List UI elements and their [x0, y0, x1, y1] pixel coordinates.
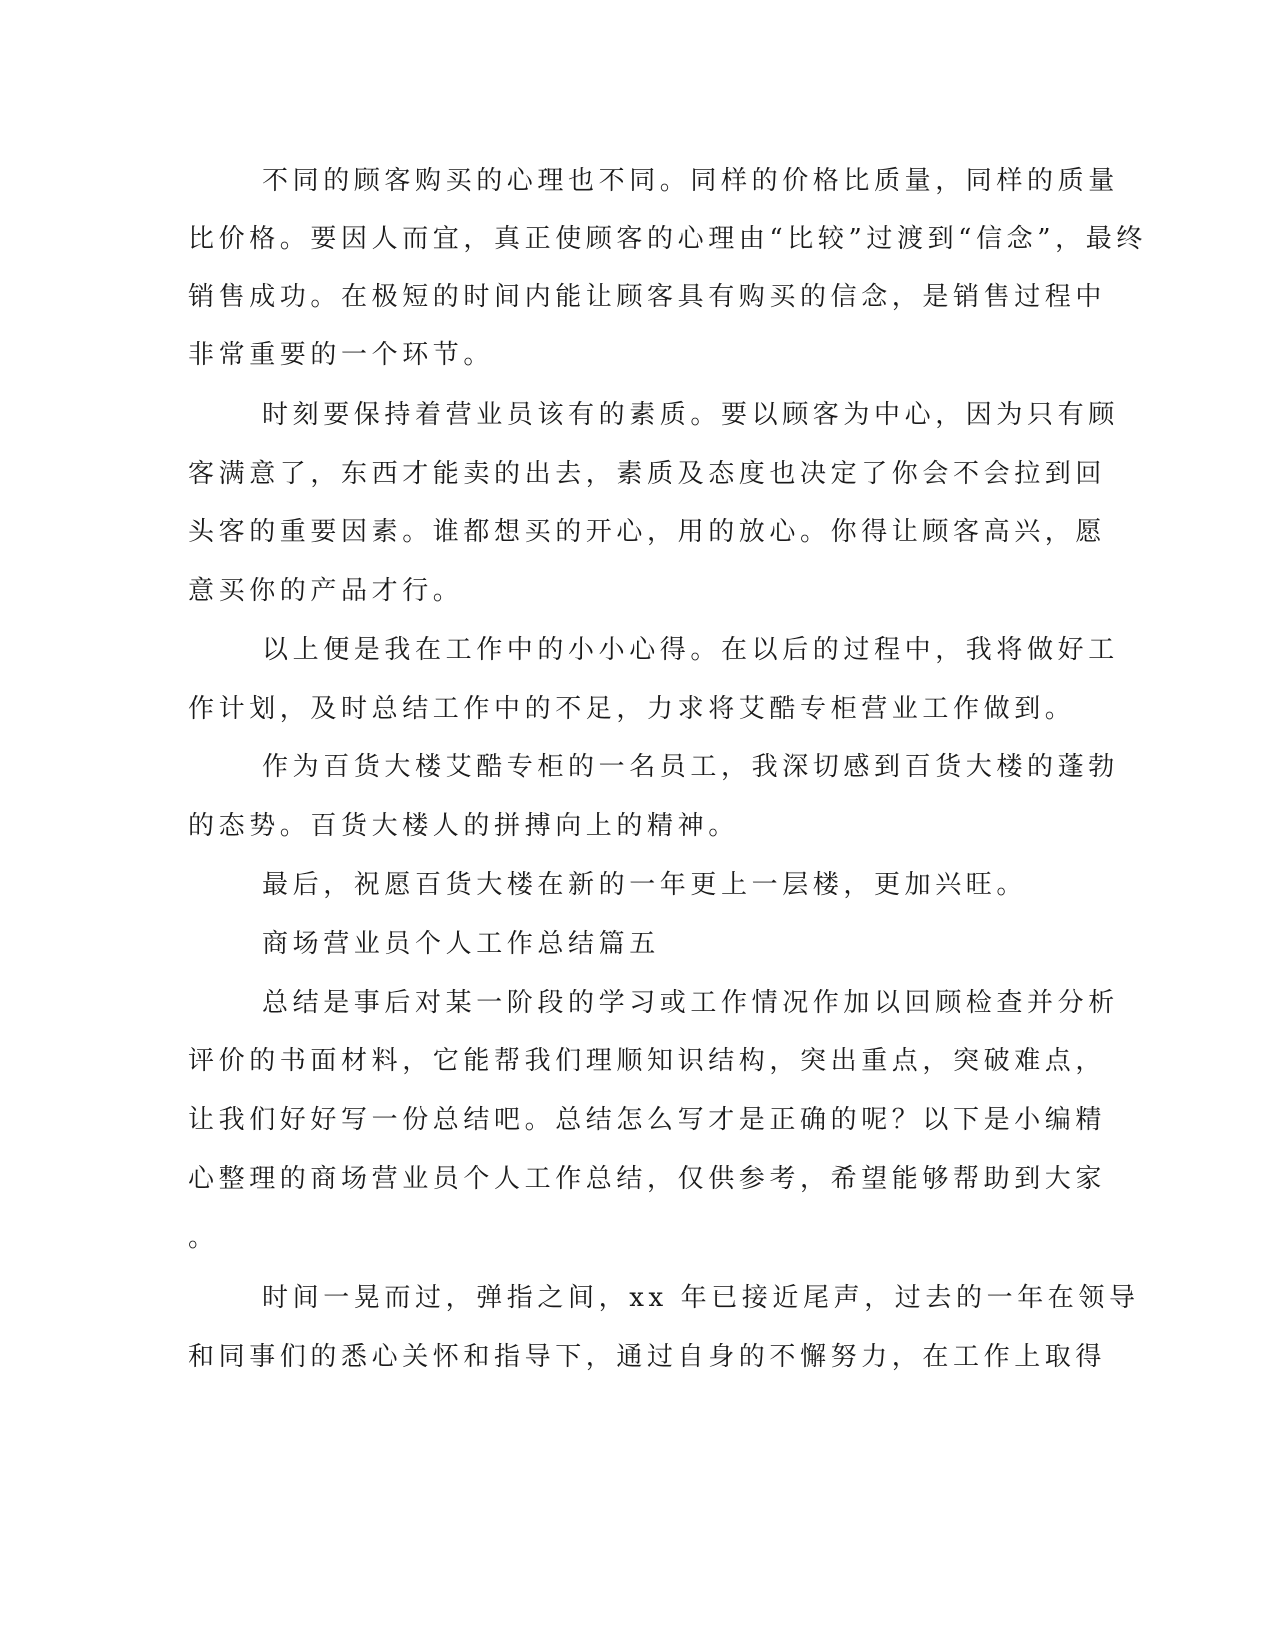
paragraph-7-line-2: 和同事们的悉心关怀和指导下，通过自身的不懈努力，在工作上取得: [188, 1342, 1107, 1372]
paragraph-1-line-4: 非常重要的一个环节。: [188, 340, 495, 370]
paragraph-3-line-2: 作计划，及时总结工作中的不足，力求将艾酷专柜营业工作做到。: [188, 694, 1076, 724]
paragraph-2-line-1: 时刻要保持着营业员该有的素质。要以顾客为中心，因为只有顾: [262, 400, 1119, 430]
paragraph-2-line-2: 客满意了，东西才能卖的出去，素质及态度也决定了你会不会拉到回: [188, 459, 1107, 489]
paragraph-5-line-1: 最后，祝愿百货大楼在新的一年更上一层楼，更加兴旺。: [262, 870, 1028, 900]
paragraph-7-line-1: 时间一晃而过，弹指之间，xx 年已接近尾声，过去的一年在领导: [262, 1283, 1140, 1313]
paragraph-4-line-1: 作为百货大楼艾酷专柜的一名员工，我深切感到百货大楼的蓬勃: [262, 752, 1119, 782]
paragraph-1-line-1: 不同的顾客购买的心理也不同。同样的价格比质量，同样的质量: [262, 166, 1119, 196]
section-heading: 商场营业员个人工作总结篇五: [262, 929, 660, 959]
paragraph-1-line-3: 销售成功。在极短的时间内能让顾客具有购买的信念，是销售过程中: [188, 282, 1107, 312]
paragraph-2-line-4: 意买你的产品才行。: [188, 576, 464, 606]
paragraph-6-line-5: 。: [188, 1223, 219, 1253]
paragraph-6-line-2: 评价的书面材料，它能帮我们理顺知识结构，突出重点，突破难点，: [188, 1046, 1107, 1076]
paragraph-1-line-2: 比价格。要因人而宜，真正使顾客的心理由“比较”过渡到“信念”，最终: [188, 224, 1147, 254]
paragraph-6-line-4: 心整理的商场营业员个人工作总结，仅供参考，希望能够帮助到大家: [188, 1164, 1107, 1194]
paragraph-6-line-3: 让我们好好写一份总结吧。总结怎么写才是正确的呢？以下是小编精: [188, 1105, 1107, 1135]
paragraph-6-line-1: 总结是事后对某一阶段的学习或工作情况作加以回顾检查并分析: [262, 988, 1119, 1018]
paragraph-4-line-2: 的态势。百货大楼人的拼搏向上的精神。: [188, 811, 739, 841]
paragraph-2-line-3: 头客的重要因素。谁都想买的开心，用的放心。你得让顾客高兴，愿: [188, 517, 1107, 547]
paragraph-3-line-1: 以上便是我在工作中的小小心得。在以后的过程中，我将做好工: [262, 635, 1119, 665]
